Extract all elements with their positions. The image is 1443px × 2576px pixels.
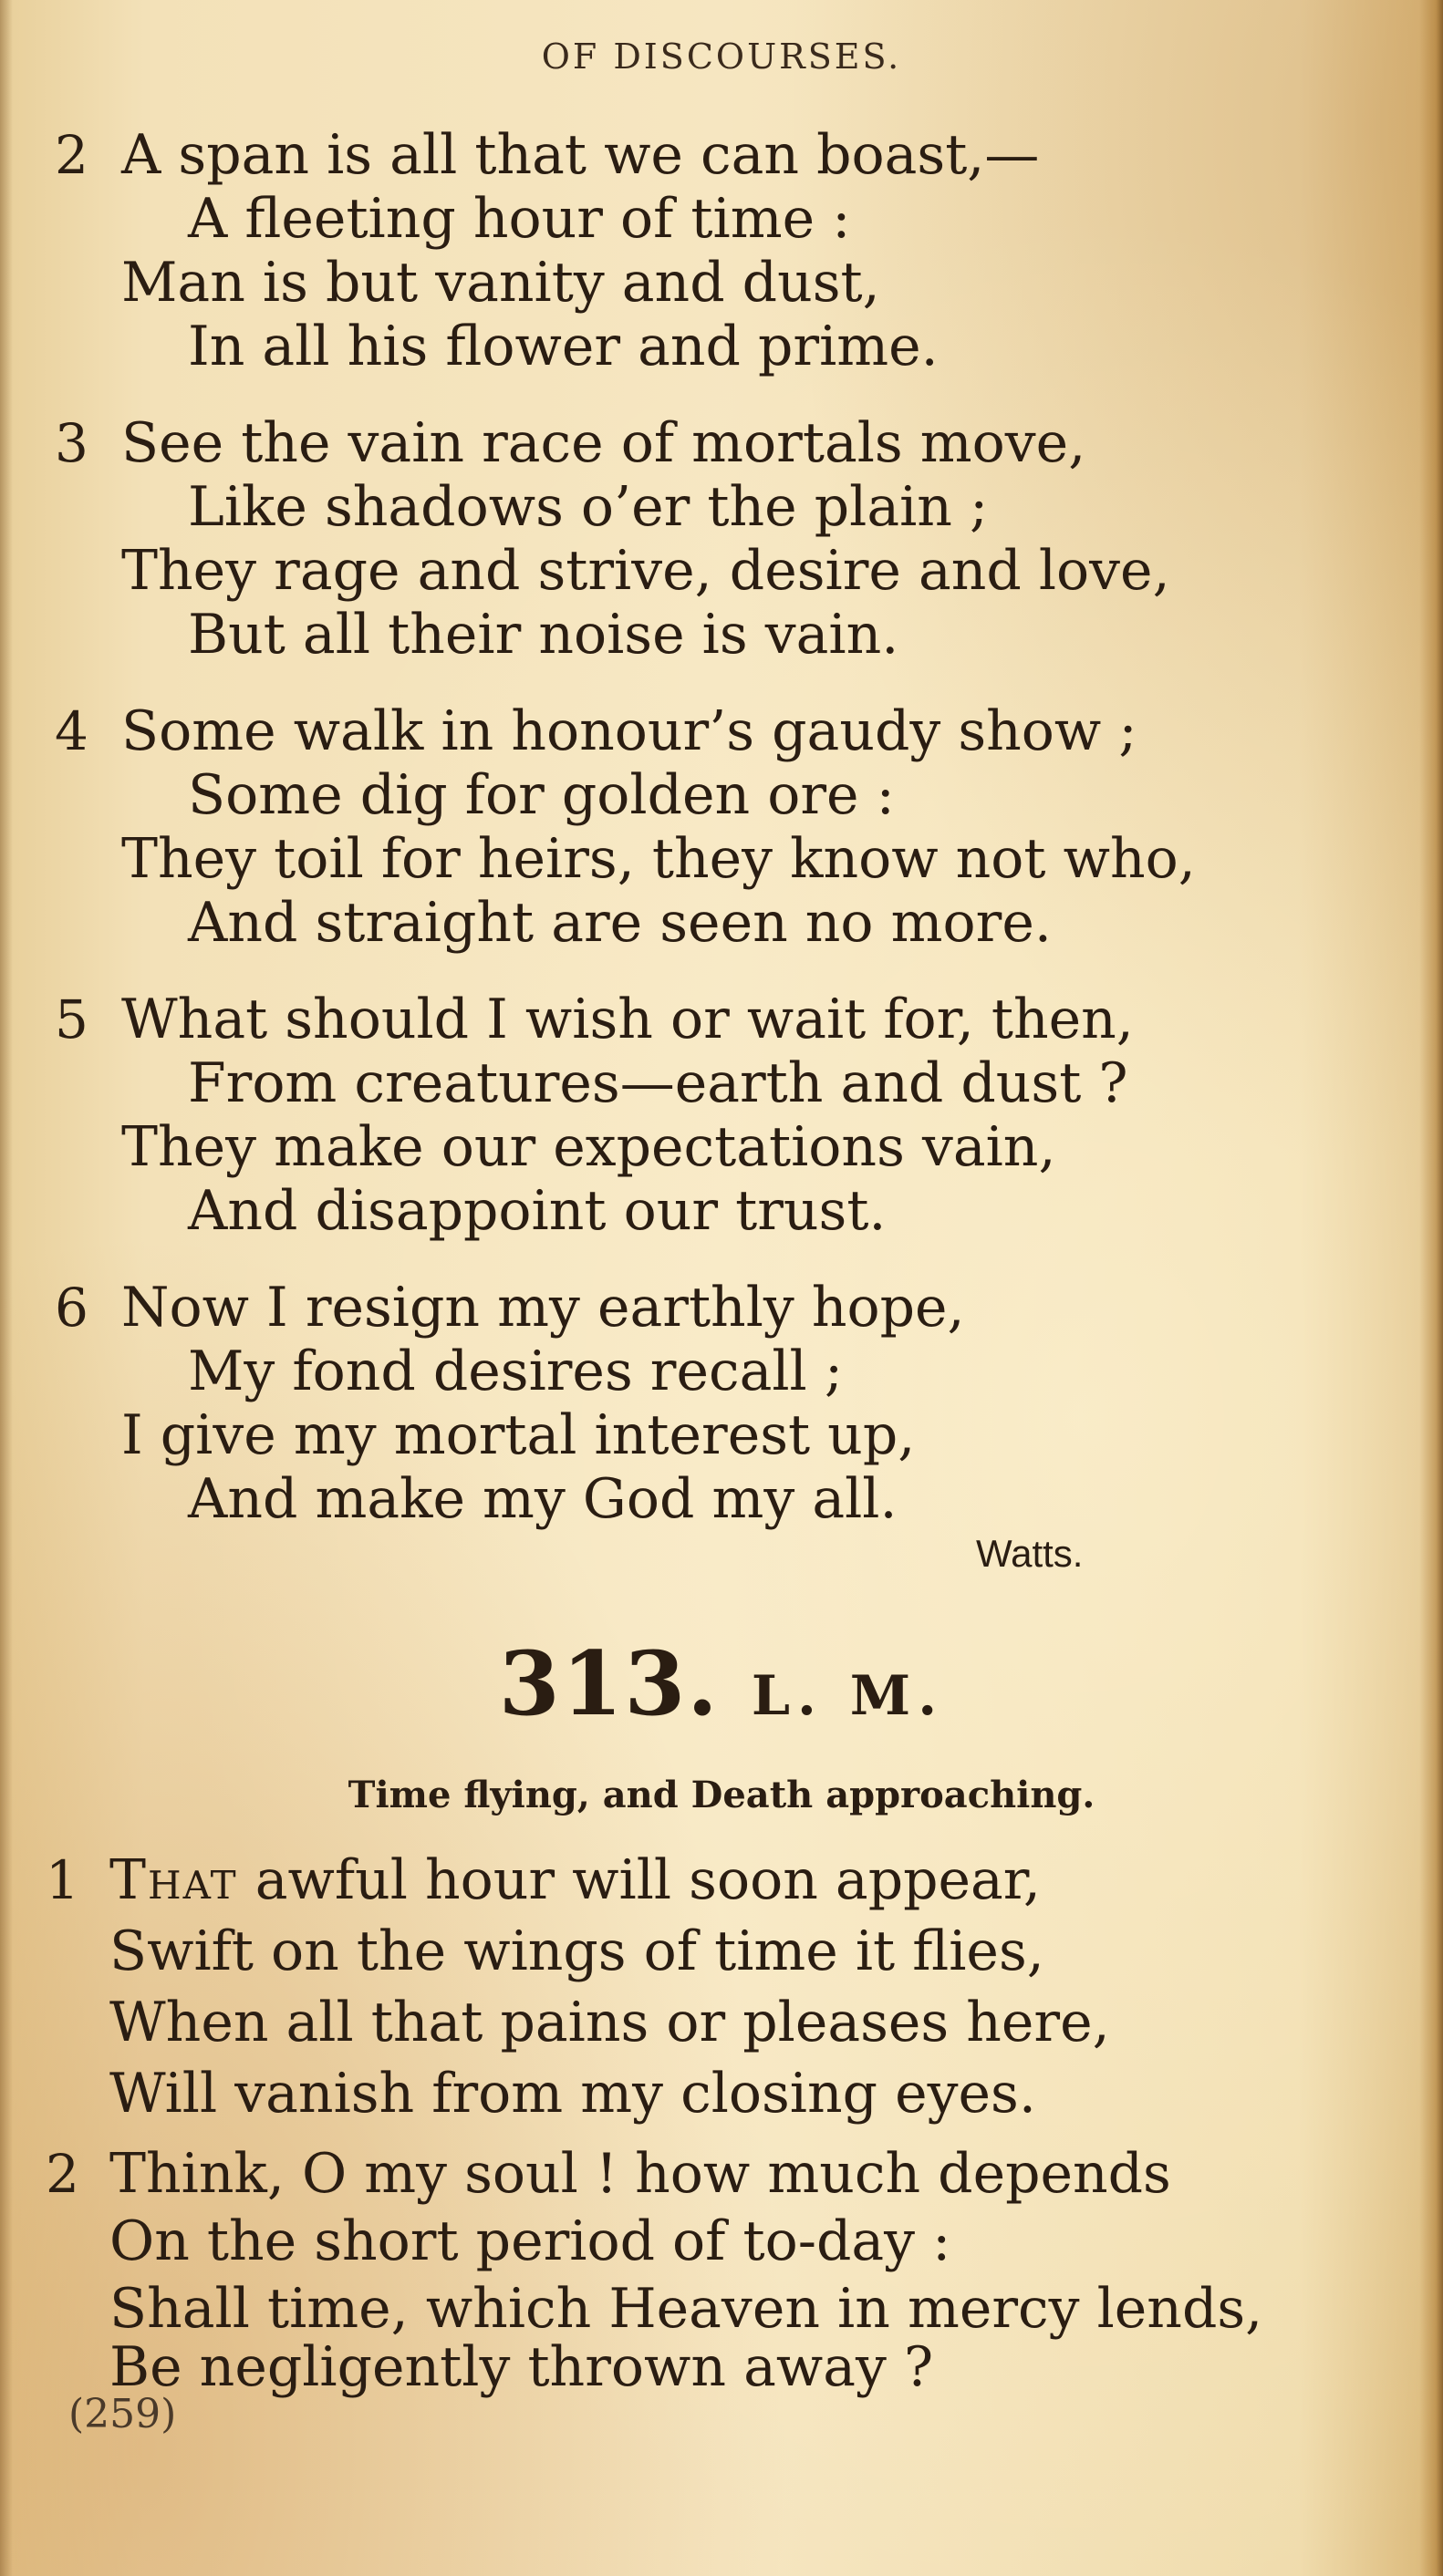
verse-line: Like shadows o’er the plain ; (188, 475, 989, 539)
verse-line: And straight are seen no more. (188, 891, 1052, 955)
stanza-number: 4 (55, 700, 88, 762)
verse-line: They toil for heirs, they know not who, (121, 827, 1196, 891)
page-number: (259) (68, 2391, 177, 2437)
page-right-edge (1419, 0, 1443, 2576)
verse-line: See the vain race of mortals move, (121, 411, 1086, 475)
verse-line: In all his flower and prime. (188, 315, 939, 378)
hymn-heading (0, 1632, 1443, 1735)
first-line-rest: awful hour will soon appear, (237, 1848, 1041, 1912)
verse-line: My fond desires recall ; (188, 1340, 844, 1403)
first-word-small-caps: That (109, 1848, 238, 1912)
verse-line (109, 1847, 1041, 1913)
verse-line: Swift on the wings of time it flies, (109, 1919, 1044, 1983)
stanza-number: 6 (55, 1277, 88, 1339)
verse-line: Will vanish from my closing eyes. (109, 2062, 1036, 2126)
verse-line: On the short period of to-day : (109, 2209, 951, 2273)
verse-line: A span is all that we can boast,— (121, 123, 1040, 187)
hymn-number: 313. (498, 1632, 720, 1735)
stanza-number: 2 (55, 124, 88, 186)
author-attribution: Watts. (976, 1532, 1084, 1575)
verse-line: Some dig for golden ore : (188, 763, 895, 827)
verse-line: But all their noise is vain. (188, 603, 899, 667)
verse-line: Think, O my soul ! how much depends (109, 2142, 1171, 2206)
hymn-subtitle: Time flying, and Death approaching. (348, 1774, 1095, 1816)
stanza-number: 5 (55, 988, 88, 1050)
verse-line: When all that pains or pleases here, (109, 1991, 1110, 2054)
verse-line: Be negligently thrown away ? (109, 2335, 934, 2399)
verse-line: A fleeting hour of time : (188, 187, 851, 251)
verse-line: From creatures—earth and dust ? (188, 1051, 1128, 1115)
verse-line: They make our expectations vain, (121, 1115, 1056, 1179)
verse-line: Now I resign my earthly hope, (121, 1276, 965, 1340)
stanza-number: 3 (55, 412, 88, 474)
verse-line: Some walk in honour’s gaudy show ; (121, 699, 1137, 763)
verse-line: And make my God my all. (188, 1467, 898, 1531)
verse-line: And disappoint our trust. (188, 1179, 887, 1243)
verse-line: Shall time, which Heaven in mercy lends, (109, 2277, 1263, 2341)
stanza-number: 1 (46, 1849, 79, 1911)
verse-line: I give my mortal interest up, (121, 1403, 916, 1467)
stanza-number: 2 (46, 2143, 79, 2205)
verse-line: Man is but vanity and dust, (121, 251, 880, 315)
verse-line: What should I wish or wait for, then, (121, 988, 1134, 1051)
hymn-meter: L. M. (751, 1664, 945, 1728)
page-left-edge (0, 0, 13, 2576)
running-head: OF DISCOURSES. (541, 36, 902, 77)
verse-line: They rage and strive, desire and love, (121, 539, 1170, 603)
